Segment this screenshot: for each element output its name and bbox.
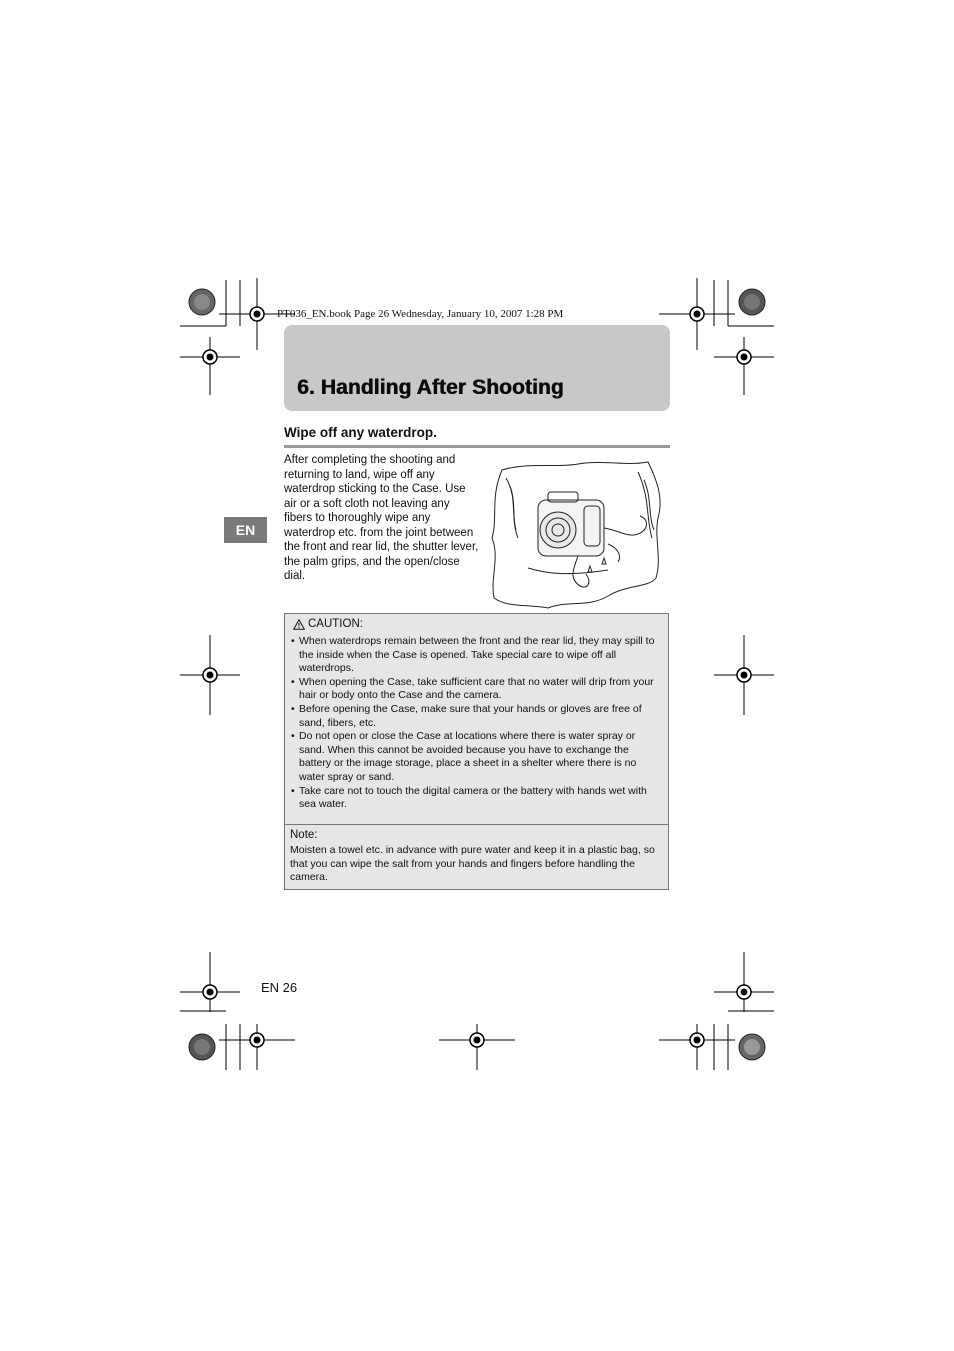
bullet: •: [291, 784, 295, 797]
language-tab: EN: [224, 517, 267, 543]
registration-mark-icon: [659, 1024, 735, 1070]
registration-mark-icon: [714, 952, 774, 1012]
registration-mark-icon: [180, 952, 240, 1012]
caution-title-text: CAUTION:: [308, 618, 363, 630]
body-paragraph: After completing the shooting and returning to land, wipe off any waterdrop sticking to the Case. Use air or a soft cloth not leaving any fibers to thoroughly wipe any waterdrop etc. from the joint between the front and rear lid, the shutter lever, the palm grips, and the open/close dial.: [284, 454, 479, 582]
registration-mark-icon: [180, 337, 240, 395]
bullet: •: [291, 675, 295, 688]
bullet: •: [291, 730, 295, 743]
registration-mark-icon: [714, 635, 774, 715]
section-heading: Wipe off any waterdrop.: [284, 425, 437, 440]
caution-item-text: When opening the Case, take sufficient care that no water will drip from your hair or body onto the Case and the camera.: [299, 675, 654, 702]
list-item: [291, 785, 663, 812]
page-title: 6. Handling After Shooting: [297, 376, 564, 399]
warning-triangle-icon: [293, 619, 305, 630]
registration-mark-icon: [439, 1024, 515, 1070]
registration-mark-icon: [714, 337, 774, 395]
caution-item-text: Do not open or close the Case at locations where there is water spray or sand. When this cannot be avoided because you have to exchange the battery or the image storage, place a sheet in a shelter where there is no water spray or sand.: [299, 730, 637, 783]
list-item: [291, 635, 663, 676]
note-text: Moisten a towel etc. in advance with pure water and keep it in a plastic bag, so that you can wipe the salt from your hands and fingers before handling the camera.: [290, 844, 655, 884]
caution-item-text: Take care not to touch the digital camera or the battery with hands wet with sea water.: [299, 784, 647, 811]
list-item: [291, 730, 663, 784]
page-number: EN 26: [261, 980, 298, 995]
caution-item-text: Before opening the Case, make sure that your hands or gloves are free of sand, fibers, etc.: [299, 702, 642, 729]
caution-heading: [293, 618, 363, 630]
bullet: •: [291, 702, 295, 715]
print-file-header: PT036_EN.book Page 26 Wednesday, January 10, 2007 1:28 PM: [277, 308, 564, 320]
note-divider: [285, 824, 668, 825]
note-label: Note:: [290, 829, 318, 841]
caution-list: [291, 635, 663, 812]
wiping-case-illustration: [488, 458, 666, 610]
caution-box: [284, 613, 669, 890]
caution-item-text: When waterdrops remain between the front and the rear lid, they may spill to the inside when the Case is opened. Take special care to wipe off all waterdrops.: [299, 635, 655, 675]
list-item: [291, 676, 663, 703]
section-rule: [284, 445, 670, 448]
registration-mark-icon: [219, 1024, 295, 1070]
list-item: [291, 703, 663, 730]
bullet: •: [291, 635, 295, 647]
registration-mark-icon: [659, 278, 735, 350]
registration-mark-icon: [180, 635, 240, 715]
